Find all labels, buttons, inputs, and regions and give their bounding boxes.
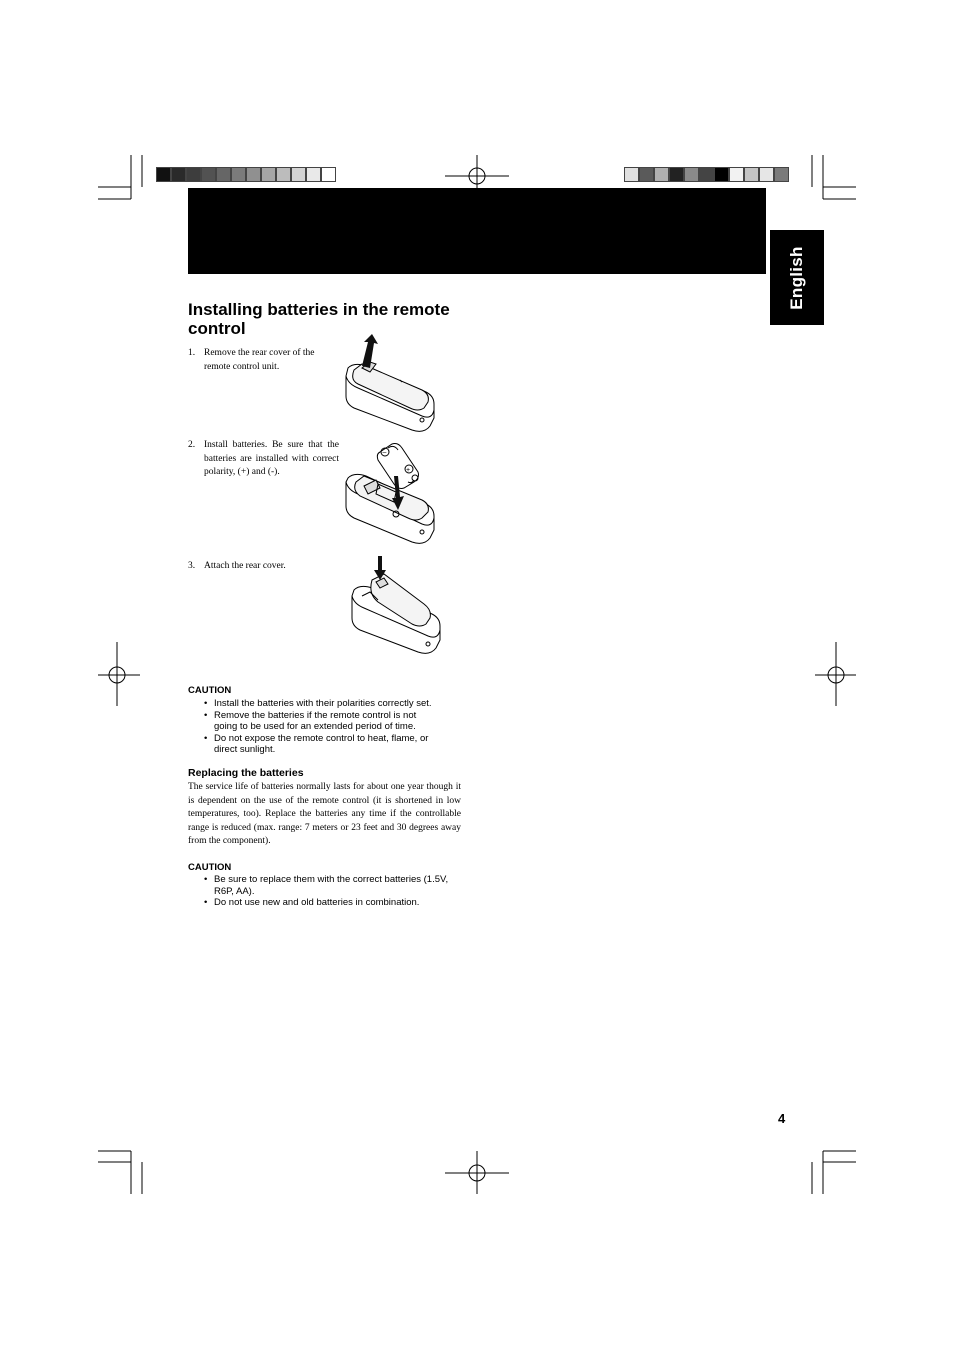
calibration-swatch [186, 167, 201, 182]
calibration-swatch [669, 167, 684, 182]
caution-block-1 [188, 685, 463, 756]
attach-cover-illustration [348, 552, 444, 656]
caution-1-list [188, 698, 463, 756]
page-number: 4 [778, 1111, 786, 1126]
step-1-number: 1. [188, 348, 196, 358]
calibration-swatch [744, 167, 759, 182]
replacing-body: The service life of batteries normally lasts for about one year though it is dependent on the use of the remote control (it is shortened in low temperatures, too). Replace the batteries any time if the controllable range is reduced (max. range: 7 meters or 23 feet and 30 degrees away from the component). [188, 782, 461, 846]
calibration-swatch [171, 167, 186, 182]
calibration-swatch [156, 167, 171, 182]
calibration-swatch [774, 167, 789, 182]
svg-text:+: + [406, 467, 411, 474]
step-3-number: 3. [188, 561, 196, 571]
calibration-swatch [729, 167, 744, 182]
header-bar [188, 188, 766, 274]
caution-1-item: • Do not expose the remote control to heat, flame, or direct sunlight. [188, 733, 463, 756]
step-1-text: Remove the rear cover of the remote control unit. [204, 348, 315, 372]
calibration-swatch [231, 167, 246, 182]
install-batteries-illustration [342, 438, 438, 550]
language-tab-label: English [787, 245, 806, 310]
calibration-swatch [321, 167, 336, 182]
calibration-swatch [216, 167, 231, 182]
step-3 [188, 560, 339, 574]
caution-1-item: • Remove the batteries if the remote control is not going to be used for an extended period of time. [188, 710, 463, 733]
calibration-swatch [624, 167, 639, 182]
calibration-swatch [684, 167, 699, 182]
calibration-swatch [759, 167, 774, 182]
calibration-swatch [654, 167, 669, 182]
calibration-swatch [291, 167, 306, 182]
step-3-text: Attach the rear cover. [204, 561, 286, 571]
calibration-swatch [276, 167, 291, 182]
caution-2-heading: CAUTION [188, 862, 232, 873]
caution-2-item: • Be sure to replace them with the correct batteries (1.5V, R6P, AA). [188, 874, 463, 897]
caution-1-item: • Install the batteries with their polarities correctly set. [188, 698, 463, 710]
calibration-strip-left [156, 167, 336, 185]
caution-2-list [188, 874, 463, 909]
caution-block-2 [188, 862, 463, 909]
language-tab [770, 230, 824, 325]
calibration-swatch [639, 167, 654, 182]
calibration-swatch [306, 167, 321, 182]
replacing-heading: Replacing the batteries [188, 767, 304, 779]
remove-cover-illustration [342, 338, 438, 434]
caution-1-heading: CAUTION [188, 685, 232, 696]
step-1 [188, 347, 318, 374]
step-2 [188, 439, 339, 480]
calibration-swatch [714, 167, 729, 182]
calibration-swatch [699, 167, 714, 182]
svg-text:–: – [382, 449, 387, 457]
step-2-number: 2. [188, 440, 196, 450]
step-2-text: Install batteries. Be sure that the batteries are installed with correct polarity, (+) and (-). [204, 440, 339, 477]
section-title: Installing batteries in the remote control [188, 300, 450, 338]
caution-2-item: • Do not use new and old batteries in combination. [188, 897, 463, 909]
calibration-swatch [261, 167, 276, 182]
calibration-swatch [246, 167, 261, 182]
calibration-strip-right [624, 167, 789, 185]
calibration-swatch [201, 167, 216, 182]
